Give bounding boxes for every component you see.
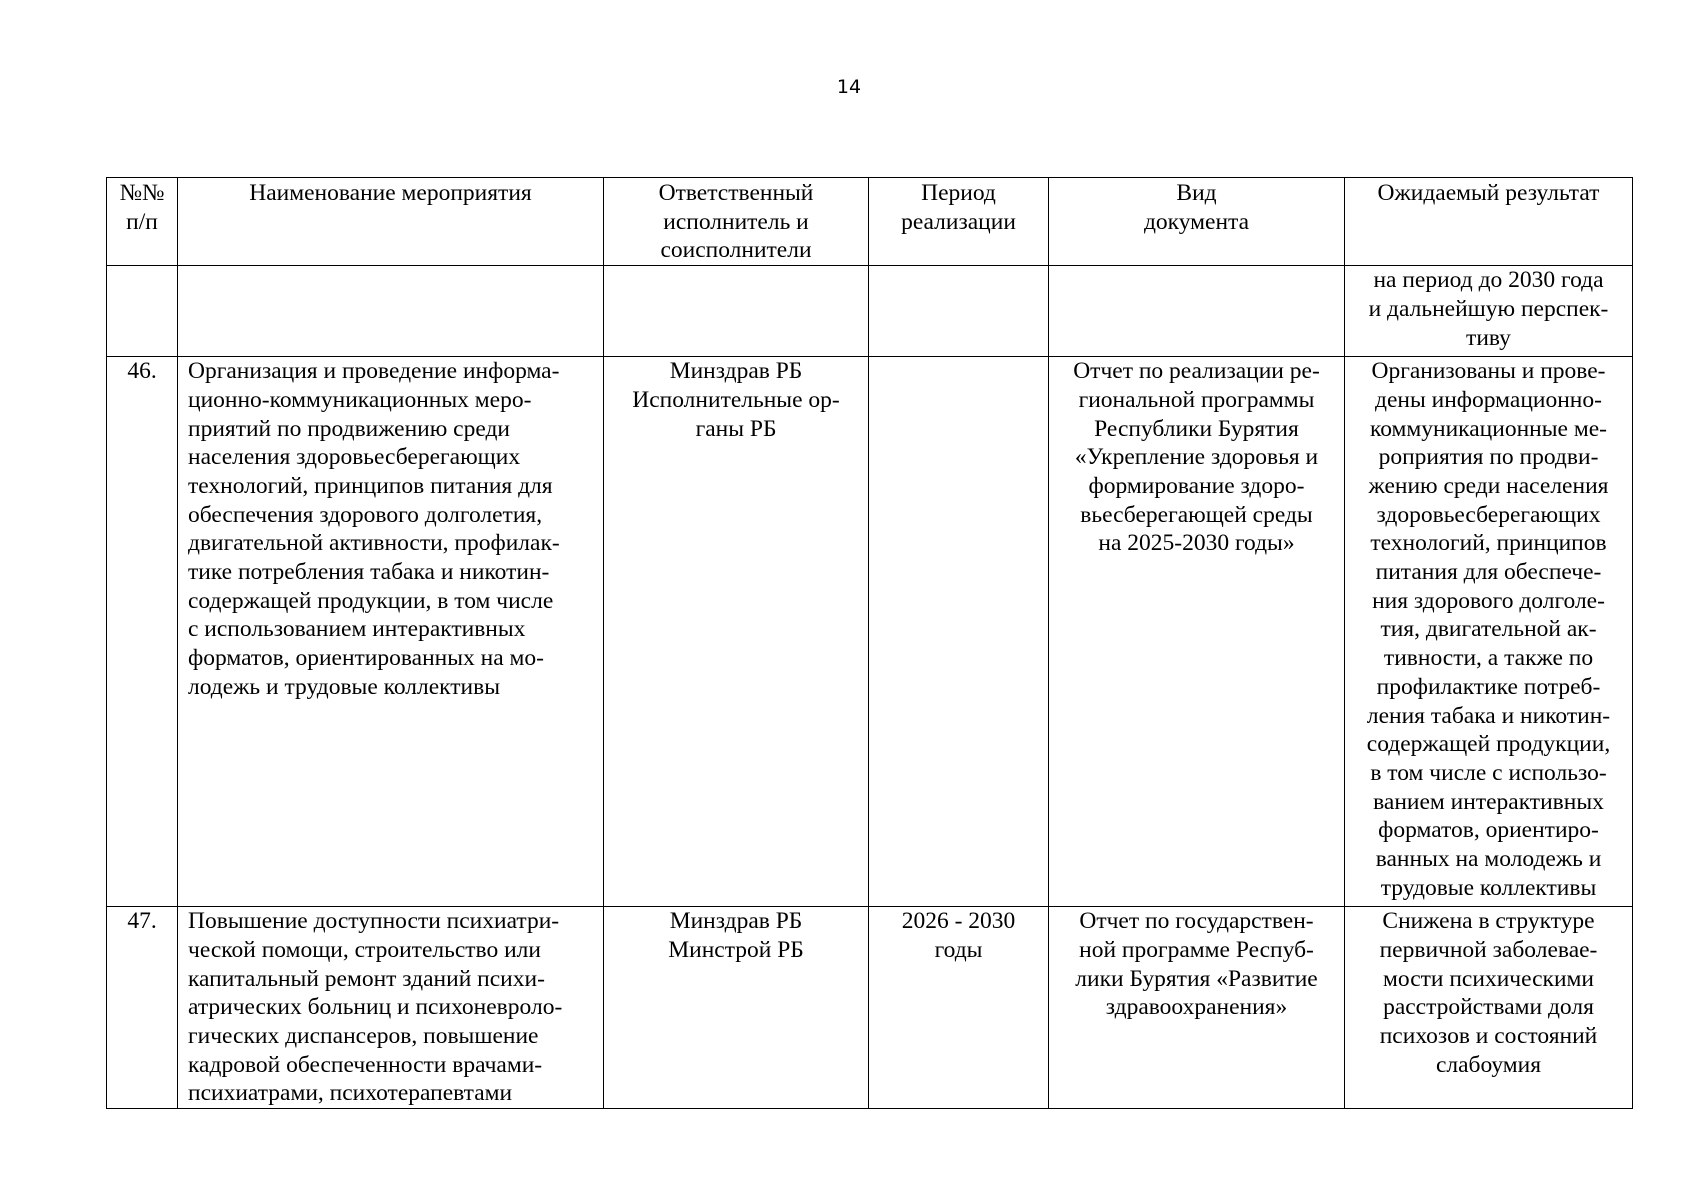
cell-executors: Минздрав РБ Исполнительные ор- ганы РБ (604, 357, 869, 907)
header-executors: Ответственный исполнитель и соисполнители (604, 178, 869, 266)
header-document-type: Вид документа (1049, 178, 1345, 266)
table-row (107, 907, 1633, 1109)
cell-activity-name: Повышение доступности психиатри- ческой помощи, строительство или капитальный ремонт зданий психи- атрических больниц и психоневроло- гических диспансеров, повышение кадровой обеспеченности врачами- психиатрами, психотерапевтами (178, 907, 604, 1109)
cell-result: на период до 2030 года и дальнейшую перспек- тиву (1345, 266, 1633, 357)
table-row (107, 357, 1633, 907)
cell-executors: Минздрав РБ Минстрой РБ (604, 907, 869, 1109)
cell-activity-name: Организация и проведение информа- ционно-коммуникационных меро- приятий по продвижению среди населения здоровьесберегающих технологий, принципов питания для обеспечения здорового долголетия, двигательной активности, профилак- тике потребления табака и никотин- содержащей продукции, в том числе с использованием интерактивных форматов, ориентированных на мо- лодежь и трудовые коллективы (178, 357, 604, 907)
cell-empty (869, 266, 1049, 357)
header-activity-name: Наименование мероприятия (178, 178, 604, 266)
cell-empty (1049, 266, 1345, 357)
cell-number: 47. (107, 907, 178, 1109)
table-row-continuation (107, 266, 1633, 357)
cell-period: 2026 - 2030 годы (869, 907, 1049, 1109)
cell-document-type: Отчет по государствен- ной программе Респуб- лики Бурятия «Развитие здравоохранения» (1049, 907, 1345, 1109)
cell-result: Снижена в структуре первичной заболевае- мости психическими расстройствами доля психозов и состояний слабоумия (1345, 907, 1633, 1109)
header-expected-result: Ожидаемый результат (1345, 178, 1633, 266)
table-header-row (107, 178, 1633, 266)
cell-number: 46. (107, 357, 178, 907)
cell-result: Организованы и прове- дены информационно- коммуникационные ме- роприятия по продви- жению среди населения здоровьесберегающих технологий, принципов питания для обеспече- ния здорового долголе- тия, двигательной ак- тивности, а также по профилактике потреб- ления табака и никотин- содержащей продукции, в том числе с использо- ванием интерактивных форматов, ориентиро- ванных на молодежь и трудовые коллективы (1345, 357, 1633, 907)
cell-empty (107, 266, 178, 357)
page-number: 14 (836, 76, 862, 98)
header-period: Период реализации (869, 178, 1049, 266)
cell-empty (604, 266, 869, 357)
activities-table (106, 177, 1633, 1109)
cell-document-type: Отчет по реализации ре- гиональной программы Республики Бурятия «Укрепление здоровья и формирование здоро- вьесберегающей среды на 2025-2030 годы» (1049, 357, 1345, 907)
header-number: №№ п/п (107, 178, 178, 266)
cell-period (869, 357, 1049, 907)
cell-empty (178, 266, 604, 357)
